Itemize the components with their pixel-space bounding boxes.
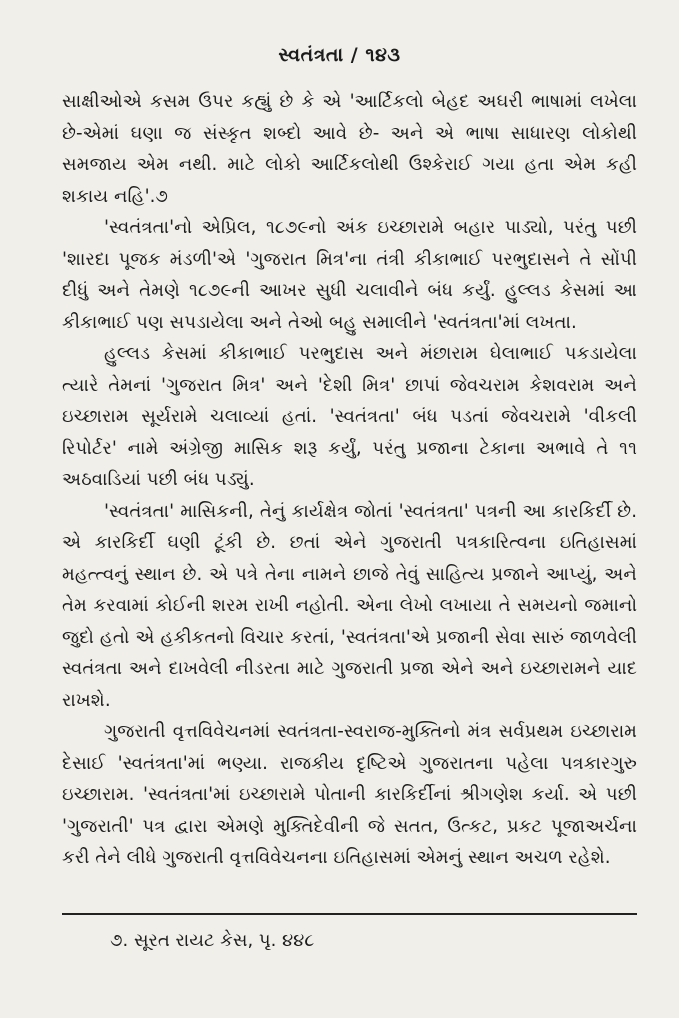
paragraph-5: ગુજરાતી વૃત્તવિવેચનમાં સ્વતંત્રતા-સ્વરાજ-મુક્તિનો મંત્ર સર્વપ્રથમ ઇચ્છારામ દેસાઈ 'સ્વતંત્રતા'માં ભણ્યા. રાજકીય દૃષ્ટિએ ગુજરાતના પહેલા પત્રકારગુરુ ઇચ્છારામ. 'સ્વતંત્રતા'માં ઇચ્છારામે પોતાની કારકિર્દીનાં શ્રીગણેશ કર્યા. એ પછી 'ગુજરાતી' પત્ર દ્વારા એમણે મુક્તિદેવીની જે સતત, ઉત્કટ, પ્રકટ પૂજાઅર્ચના કરી તેને લીધે ગુજરાતી વૃત્તવિવેચનના ઇતિહાસમાં એમનું સ્થાન અચળ રહેશે. [62,721,637,868]
footnote-rule [62,913,637,915]
paragraph-3: હુલ્લડ કેસમાં કીકાભાઈ પરભુદાસ અને મંછારામ ઘેલાભાઈ પકડાયેલા ત્યારે તેમનાં 'ગુજરાત મિત્ર' અને 'દેશી મિત્ર' છાપાં જેવચરામ કેશવરામ અને ઇચ્છારામ સૂર્યરામે ચલાવ્યાં હતાં. 'સ્વતંત્રતા' બંધ પડતાં જેવચરામે 'વીકલી રિપોર્ટર' નામે અંગ્રેજી માસિક શરૂ કર્યું, પરંતુ પ્રજાના ટેકાના અભાવે તે ૧૧ અઠવાડિયાં પછી બંધ પડ્યું. [62,343,637,490]
footnote: ૭. સૂરત રાયટ કેસ, પૃ. ૪૪૮ [110,930,315,951]
paragraph-2: 'સ્વતંત્રતા'નો એપ્રિલ, ૧૮૭૯નો અંક ઇચ્છારામે બહાર પાડ્યો, પરંતુ પછી 'શારદા પૂજક મંડળી'એ 'ગુજરાત મિત્ર'ના તંત્રી કીકાભાઈ પરભુદાસને તે સોંપી દીધું અને તેમણે ૧૮૭૯ની આખર સુધી ચલાવીને બંધ કર્યું. હુલ્લડ કેસમાં આ કીકાભાઈ પણ સપડાયેલા અને તેઓ બહુ સમાલીને 'સ્વતંત્રતા'માં લખતા. [62,217,637,333]
body-text [62,86,637,874]
paragraph-1: સાક્ષીઓએ કસમ ઉપર કહ્યું છે કે એ 'આર્ટિકલો બેહદ અઘરી ભાષામાં લખેલા છે-એમાં ઘણા જ સંસ્કૃત શબ્દો આવે છે- અને એ ભાષા સાધારણ લોકોથી સમજાય એમ નથી. માટે લોકો આર્ટિકલોથી ઉશ્કેરાઈ ગયા હતા એમ કહી શકાય નહિ'.૭ [62,91,637,207]
paragraph-4: 'સ્વતંત્રતા' માસિકની, તેનું કાર્યક્ષેત્ર જોતાં 'સ્વતંત્રતા' પત્રની આ કારકિર્દી છે. એ કારકિર્દી ઘણી ટૂંકી છે. છતાં એને ગુજરાતી પત્રકારિત્વના ઇતિહાસમાં મહત્ત્વનું સ્થાન છે. એ પત્રે તેના નામને છાજે તેવું સાહિત્ય પ્રજાને આપ્યું, અને તેમ કરવામાં કોઈની શરમ રાખી નહોતી. એના લેખો લખાયા તે સમયનો જમાનો જુદો હતો એ હકીકતનો વિચાર કરતાં, 'સ્વતંત્રતા'એ પ્રજાની સેવા સારું જાળવેલી સ્વતંત્રતા અને દાખવેલી નીડરતા માટે ગુજરાતી પ્રજા એને અને ઇચ્છારામને યાદ રાખશે. [62,500,637,711]
running-head: સ્વતંત્રતા / ૧૪૩ [278,44,401,66]
